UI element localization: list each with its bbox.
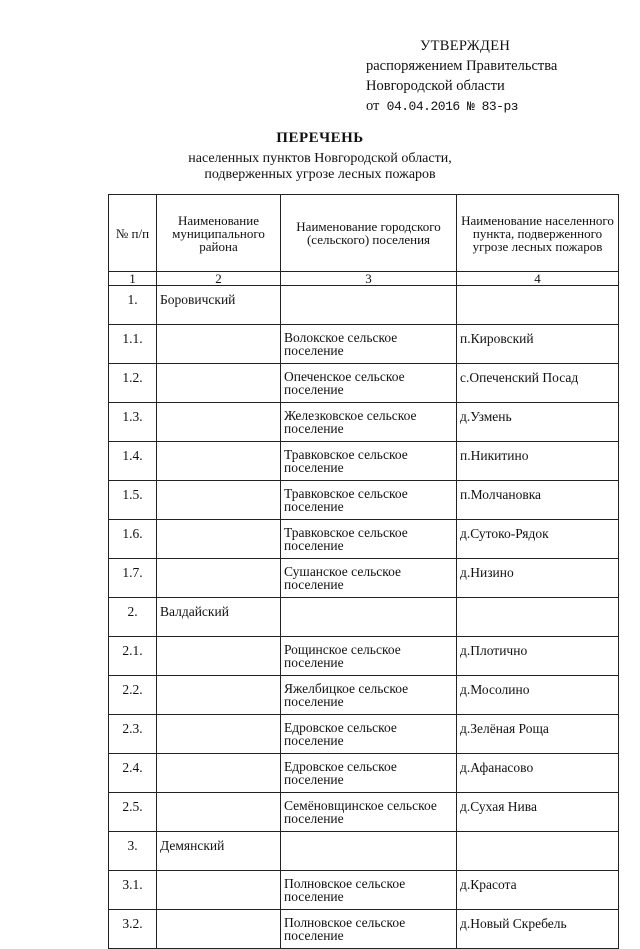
row-number: 1.7. [109,559,157,598]
table-row [109,520,619,559]
row-settlement: Травковское сельское поселение [281,520,457,559]
row-place: п.Никитино [457,442,619,481]
table-row [109,676,619,715]
row-number: 2.1. [109,637,157,676]
approval-region: Новгородской области [366,78,505,94]
row-place: д.Новый Скребель [457,910,619,949]
header-district: Наименование муниципального района [157,195,281,272]
row-place: п.Молчановка [457,481,619,520]
header-settlement: Наименование городского (сельского) поселения [281,195,457,272]
approval-date-stamp: 04.04.2016 № 83-рз [386,99,519,114]
row-number: 1.3. [109,403,157,442]
row-settlement: Железковское сельское поселение [281,403,457,442]
row-settlement [281,286,457,325]
table-row [109,871,619,910]
row-number: 1.4. [109,442,157,481]
row-settlement: Полновское сельское поселение [281,910,457,949]
row-place: п.Кировский [457,325,619,364]
row-district [157,559,281,598]
row-district [157,637,281,676]
table-row [109,598,619,637]
table-row [109,325,619,364]
approval-block [366,36,557,117]
approval-date-prefix: от [366,98,380,114]
row-number: 3.1. [109,871,157,910]
table-row [109,559,619,598]
row-number: 2.4. [109,754,157,793]
row-settlement: Яжелбицкое сельское поселение [281,676,457,715]
row-place: д.Узмень [457,403,619,442]
row-number: 2.5. [109,793,157,832]
title-subtitle-2: подверженных угрозе лесных пожаров [204,167,436,182]
title-main: ПЕРЕЧЕНЬ [276,130,364,146]
row-district [157,754,281,793]
settlements-table [108,194,619,949]
table-row [109,481,619,520]
row-district [157,871,281,910]
row-district [157,364,281,403]
row-district [157,910,281,949]
row-settlement: Едровское сельское поселение [281,715,457,754]
table-row [109,754,619,793]
row-district [157,520,281,559]
document-title [0,130,640,183]
row-place: д.Афанасово [457,754,619,793]
row-number: 2.2. [109,676,157,715]
column-number: 3 [281,272,457,286]
row-district [157,676,281,715]
column-number-row [109,272,619,286]
row-settlement: Опеченское сельское поселение [281,364,457,403]
row-settlement: Сушанское сельское поселение [281,559,457,598]
table-row [109,910,619,949]
approval-heading: УТВЕРЖДЕН [420,38,511,54]
row-settlement: Волокское сельское поселение [281,325,457,364]
row-settlement: Травковское сельское поселение [281,442,457,481]
row-number: 1.5. [109,481,157,520]
row-place: д.Сухая Нива [457,793,619,832]
row-number: 1.1. [109,325,157,364]
row-settlement [281,832,457,871]
row-district [157,403,281,442]
title-subtitle-1: населенных пунктов Новгородской области, [188,151,452,166]
table-row [109,793,619,832]
row-place: д.Низино [457,559,619,598]
row-settlement: Едровское сельское поселение [281,754,457,793]
table-row [109,364,619,403]
row-place [457,286,619,325]
row-settlement: Травковское сельское поселение [281,481,457,520]
row-settlement: Семёновщинское сельское поселение [281,793,457,832]
header-place: Наименование населенного пункта, подверженного угрозе лесных пожаров [457,195,619,272]
row-number: 1.6. [109,520,157,559]
table-row [109,442,619,481]
row-number: 1.2. [109,364,157,403]
row-place: д.Зелёная Роща [457,715,619,754]
row-district [157,715,281,754]
row-number: 1. [109,286,157,325]
table-row [109,715,619,754]
header-number: № п/п [109,195,157,272]
row-place: д.Плотично [457,637,619,676]
row-place: д.Сутоко-Рядок [457,520,619,559]
column-number: 1 [109,272,157,286]
row-district: Валдайский [157,598,281,637]
row-number: 2.3. [109,715,157,754]
row-place: д.Красота [457,871,619,910]
row-district [157,481,281,520]
row-district: Боровичский [157,286,281,325]
table-row [109,637,619,676]
table-row [109,832,619,871]
table-row [109,403,619,442]
row-place [457,832,619,871]
row-district [157,325,281,364]
row-district [157,442,281,481]
row-place [457,598,619,637]
row-settlement: Рощинское сельское поселение [281,637,457,676]
row-place: с.Опеченский Посад [457,364,619,403]
row-number: 3.2. [109,910,157,949]
row-number: 2. [109,598,157,637]
row-number: 3. [109,832,157,871]
column-number: 2 [157,272,281,286]
table-header-row [109,195,619,272]
row-district: Демянский [157,832,281,871]
row-place: д.Мосолино [457,676,619,715]
row-district [157,793,281,832]
table-row [109,286,619,325]
row-settlement [281,598,457,637]
row-settlement: Полновское сельское поселение [281,871,457,910]
approval-date-line [366,96,557,117]
column-number: 4 [457,272,619,286]
approval-authority: распоряжением Правительства [366,58,558,74]
